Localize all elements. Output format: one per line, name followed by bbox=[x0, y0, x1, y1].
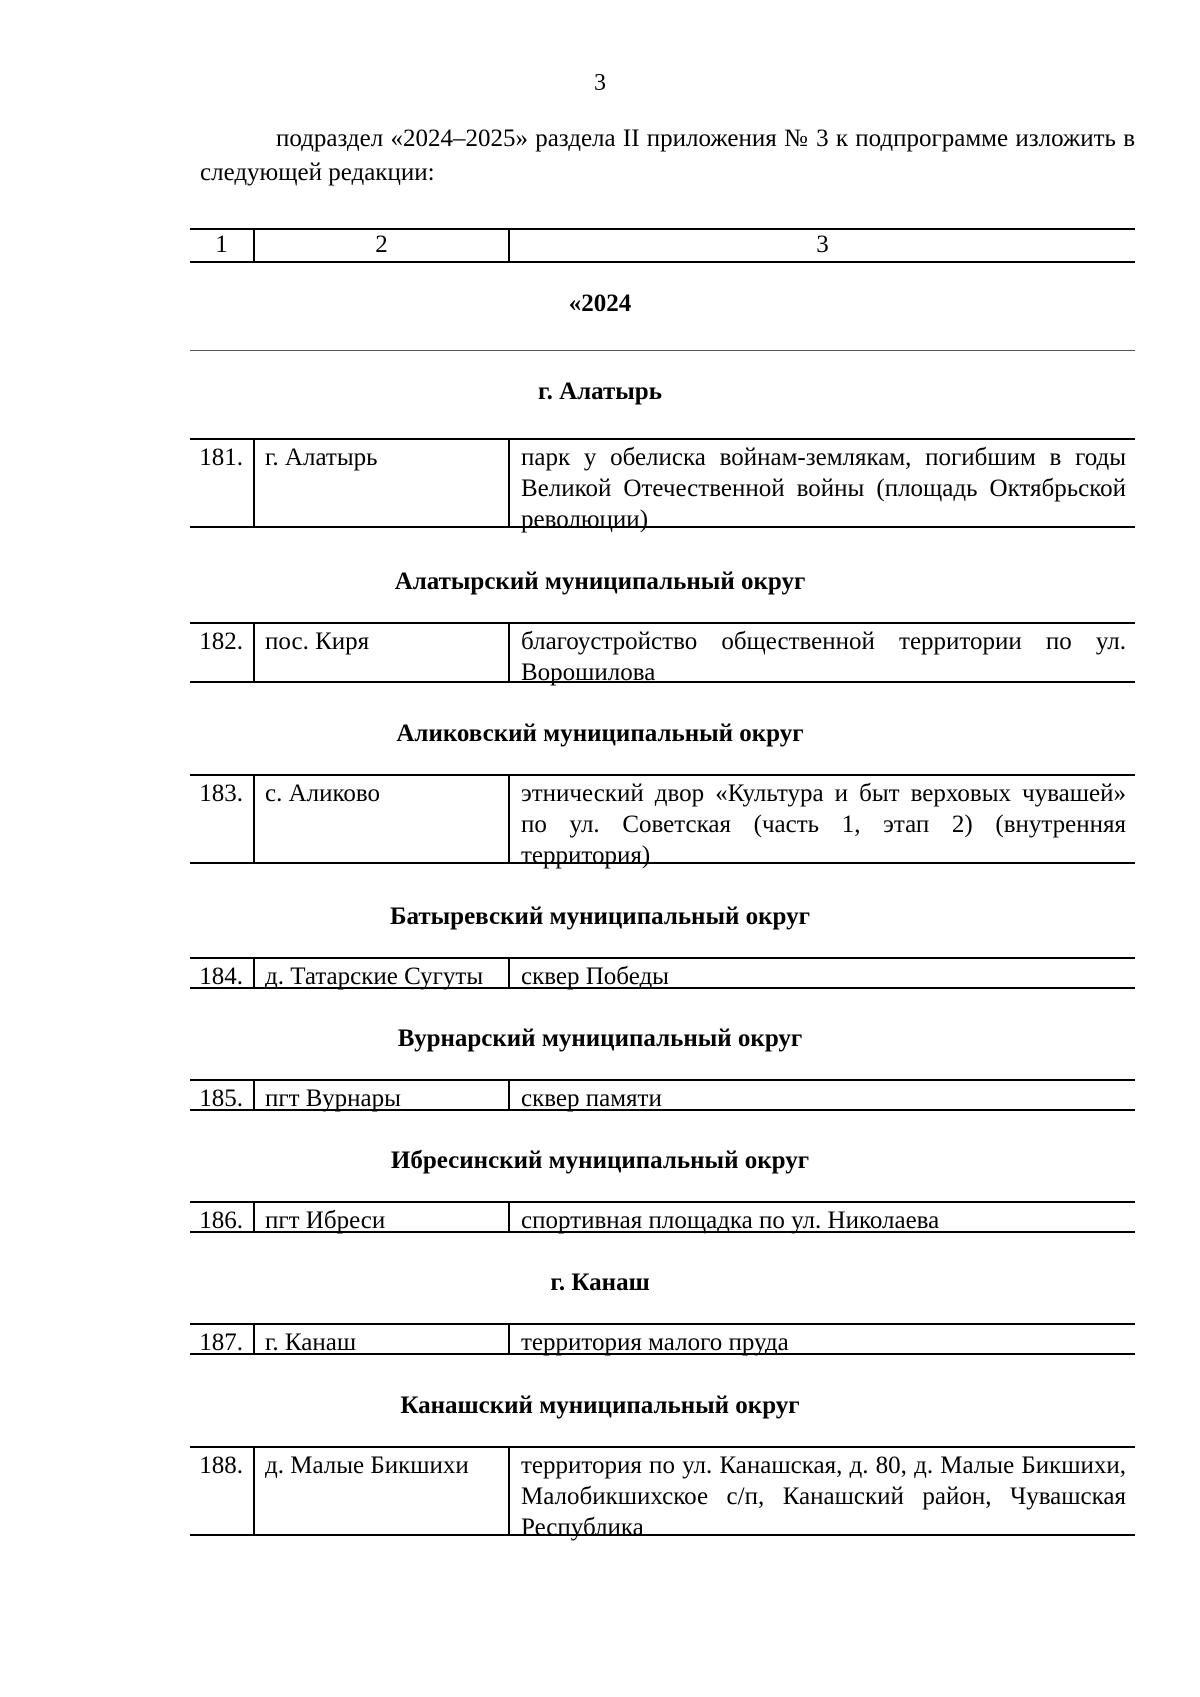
row-object: благоустройство общественной территории по ул. Ворошилова bbox=[521, 628, 1126, 686]
row-place: пгт Ибреси bbox=[255, 1203, 510, 1231]
table-row bbox=[190, 774, 1135, 869]
row-place: д. Малые Бикшихи bbox=[255, 1448, 510, 1534]
row-place: г. Канаш bbox=[255, 1325, 510, 1353]
row-object: сквер памяти bbox=[521, 1085, 662, 1112]
table-row bbox=[190, 1323, 1135, 1355]
section-heading: Аликовский муниципальный округ bbox=[396, 720, 804, 747]
intro-paragraph: подраздел «2024–2025» раздела II приложения № 3 к подпрограмме изложить в следующей редакции: bbox=[200, 125, 1135, 186]
year-heading: «2024 bbox=[568, 290, 632, 317]
row-place: г. Алатырь bbox=[255, 440, 510, 526]
row-object: парк у обелиска войнам-землякам, погибшим в годы Великой Отечественной войны (площадь Октябрьской революции) bbox=[521, 444, 1126, 533]
row-place: пгт Вурнары bbox=[255, 1081, 510, 1109]
header-col-1: 1 bbox=[190, 230, 255, 261]
table-row bbox=[190, 438, 1135, 533]
row-number: 182. bbox=[190, 624, 255, 681]
divider bbox=[190, 350, 1135, 351]
table-row bbox=[190, 622, 1135, 686]
header-col-2: 2 bbox=[255, 230, 510, 261]
row-number: 187. bbox=[190, 1325, 255, 1353]
row-place: пос. Киря bbox=[255, 624, 510, 681]
row-object: спортивная площадка по ул. Николаева bbox=[521, 1207, 940, 1234]
section-heading: Канашский муниципальный округ bbox=[400, 1392, 800, 1419]
table-row bbox=[190, 1079, 1135, 1111]
section-heading: Батыревский муниципальный округ bbox=[390, 903, 810, 930]
table-row bbox=[190, 1446, 1135, 1541]
row-place: д. Татарские Сугуты bbox=[255, 959, 510, 987]
table-row bbox=[190, 1201, 1135, 1233]
row-number: 183. bbox=[190, 776, 255, 862]
page-number: 3 bbox=[594, 70, 606, 96]
row-number: 186. bbox=[190, 1203, 255, 1231]
row-number: 188. bbox=[190, 1448, 255, 1534]
row-number: 181. bbox=[190, 440, 255, 526]
section-heading: г. Алатырь bbox=[538, 378, 662, 405]
row-object: территория по ул. Канашская, д. 80, д. Малые Бикшихи, Малобикшихское с/п, Канашский район, Чувашская Республика bbox=[521, 1452, 1126, 1541]
row-object: территория малого пруда bbox=[521, 1329, 789, 1356]
section-heading: Вурнарский муниципальный округ bbox=[397, 1025, 803, 1052]
row-number: 185. bbox=[190, 1081, 255, 1109]
row-object: сквер Победы bbox=[521, 963, 669, 990]
section-heading: г. Канаш bbox=[550, 1269, 650, 1296]
section-heading: Ибресинский муниципальный округ bbox=[390, 1147, 810, 1174]
header-col-3: 3 bbox=[816, 231, 829, 258]
row-place: с. Аликово bbox=[255, 776, 510, 862]
row-number: 184. bbox=[190, 959, 255, 987]
table-header-row bbox=[190, 228, 1135, 263]
table-row bbox=[190, 957, 1135, 989]
row-object: этнический двор «Культура и быт верховых чувашей» по ул. Советская (часть 1, этап 2) (внутренняя территория) bbox=[521, 780, 1126, 869]
section-heading: Алатырский муниципальный округ bbox=[394, 568, 806, 595]
